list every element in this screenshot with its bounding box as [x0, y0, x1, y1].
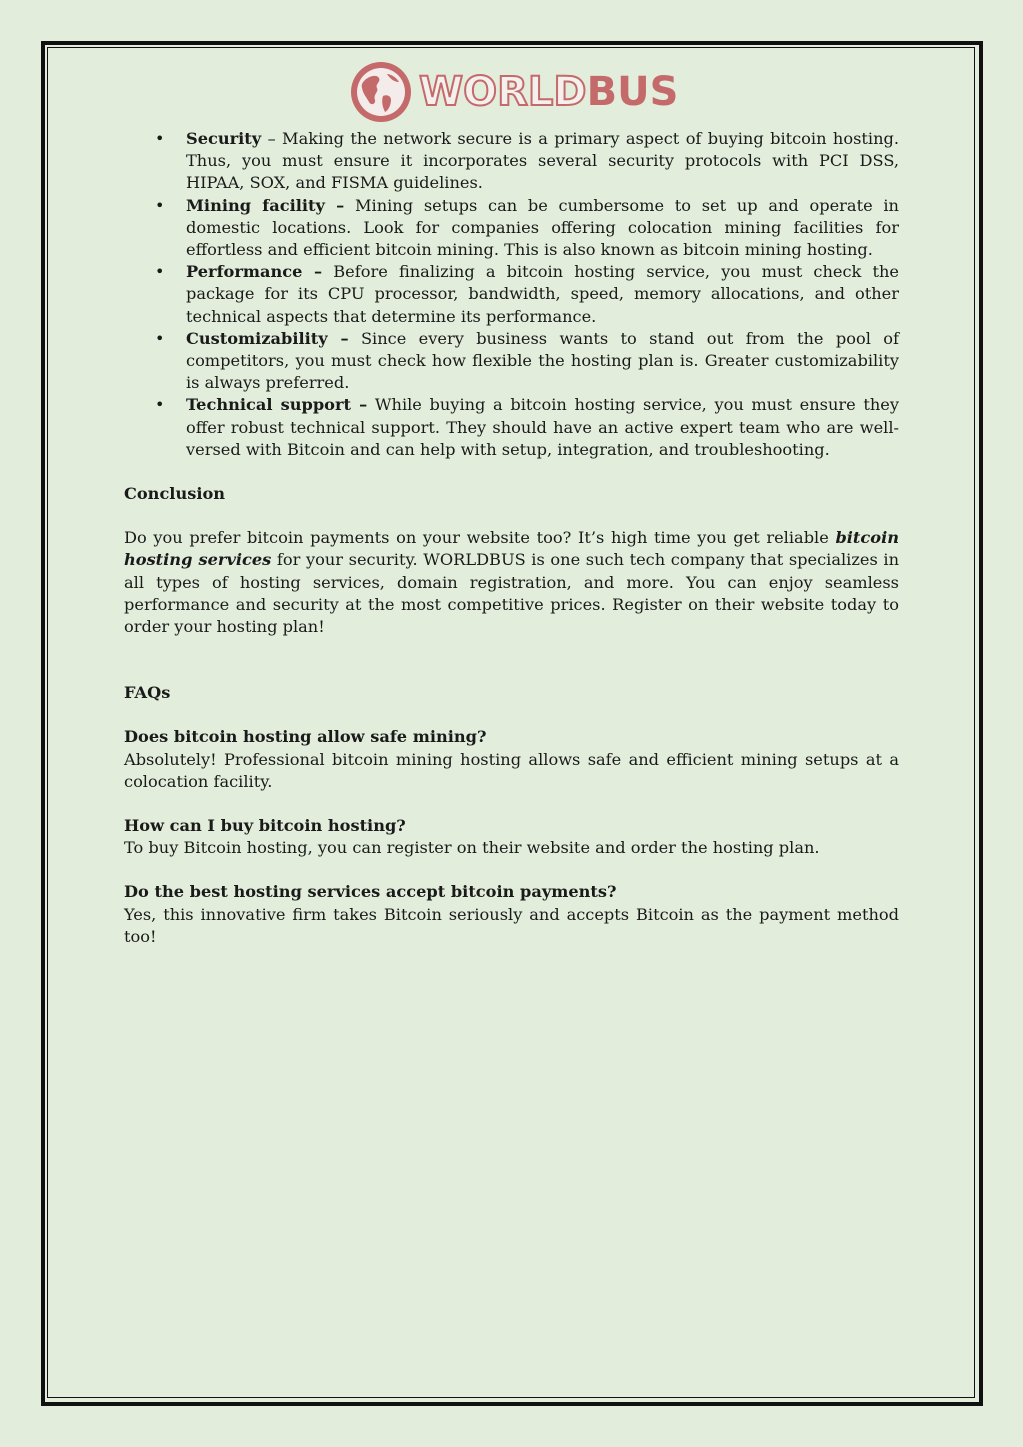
- list-item-sep: [322, 262, 333, 281]
- logo-word-bus: BUS: [586, 69, 679, 115]
- list-item-sep: [349, 329, 361, 348]
- list-item-text: Making the network secure is a primary aspect of buying bitcoin hosting. Thus, you must ensure it incorporates several security protocols with PCI DSS, HIPAA, SOX, and FISMA guidelines.: [186, 129, 900, 193]
- faq-question: Do the best hosting services accept bitcoin payments?: [124, 882, 617, 902]
- list-item-term: Security: [186, 129, 262, 148]
- faq-answer: Yes, this innovative firm takes Bitcoin seriously and accepts Bitcoin as the payment method too!: [124, 904, 899, 946]
- list-item-sep: –: [261, 129, 283, 148]
- bullet-glyph: •: [155, 195, 165, 215]
- faq-answer: To buy Bitcoin hosting, you can register on their website and order the hosting plan.: [124, 838, 820, 858]
- list-item-term: Customizability –: [186, 328, 349, 348]
- document-body: [124, 128, 899, 948]
- logo-word-world: WORLD: [419, 69, 587, 115]
- faq-question: Does bitcoin hosting allow safe mining?: [124, 727, 487, 747]
- conclusion-text-after: for your security. WORLDBUS is one such tech company that specializes in all types of hosting services, domain registration, and more. You can enjoy seamless performance and security at the most competitive prices. Register on their website today to order your hosting plan!: [124, 550, 899, 637]
- list-item: [124, 195, 899, 262]
- conclusion-text-before: Do you prefer bitcoin payments on your website too? It’s high time you get reliable: [124, 528, 836, 548]
- faqs-heading: FAQs: [124, 683, 171, 703]
- bullet-glyph: •: [155, 328, 165, 348]
- conclusion-paragraph: [124, 527, 899, 638]
- bullet-glyph: •: [155, 262, 165, 282]
- logo-wordmark: [419, 69, 679, 115]
- list-item: [124, 394, 899, 461]
- bullet-glyph: •: [155, 129, 165, 148]
- list-item-text: Mining setups can be cumbersome to set up and operate in domestic locations. Look for companies offering colocation mining facilities for effortless and efficient bitcoin mining. This is also known as bitcoin mining hosting.: [186, 195, 899, 260]
- list-item-text: While buying a bitcoin hosting service, you must ensure they offer robust technical support. They should have an active expert team who are well-versed with Bitcoin and can help with setup, integration, and troubleshooting.: [186, 395, 899, 459]
- list-item-text: Since every business wants to stand out from the pool of competitors, you must check how flexible the hosting plan is. Greater customizability is always preferred.: [186, 328, 899, 393]
- worldbus-logo: [349, 60, 679, 124]
- list-item-sep: [367, 395, 375, 414]
- globe-icon: [349, 60, 413, 124]
- list-item-text: Before finalizing a bitcoin hosting service, you must check the package for its CPU processor, bandwidth, speed, memory allocations, and other technical aspects that determine its performance.: [186, 262, 899, 326]
- conclusion-emphasis: bitcoin hosting services: [124, 528, 899, 570]
- faq-question: How can I buy bitcoin hosting?: [124, 816, 406, 836]
- faq-answer: Absolutely! Professional bitcoin mining hosting allows safe and efficient mining setups at a colocation facility.: [124, 749, 899, 791]
- list-item: [124, 328, 899, 395]
- list-item: [124, 261, 899, 328]
- list-item-term: Mining facility –: [186, 195, 345, 215]
- list-item: [124, 128, 899, 195]
- list-item-term: Technical support –: [186, 395, 368, 415]
- bullet-glyph: •: [155, 395, 165, 415]
- conclusion-heading: Conclusion: [124, 484, 226, 504]
- list-item-sep: [344, 196, 355, 215]
- feature-list: [124, 128, 899, 461]
- list-item-term: Performance –: [186, 262, 323, 282]
